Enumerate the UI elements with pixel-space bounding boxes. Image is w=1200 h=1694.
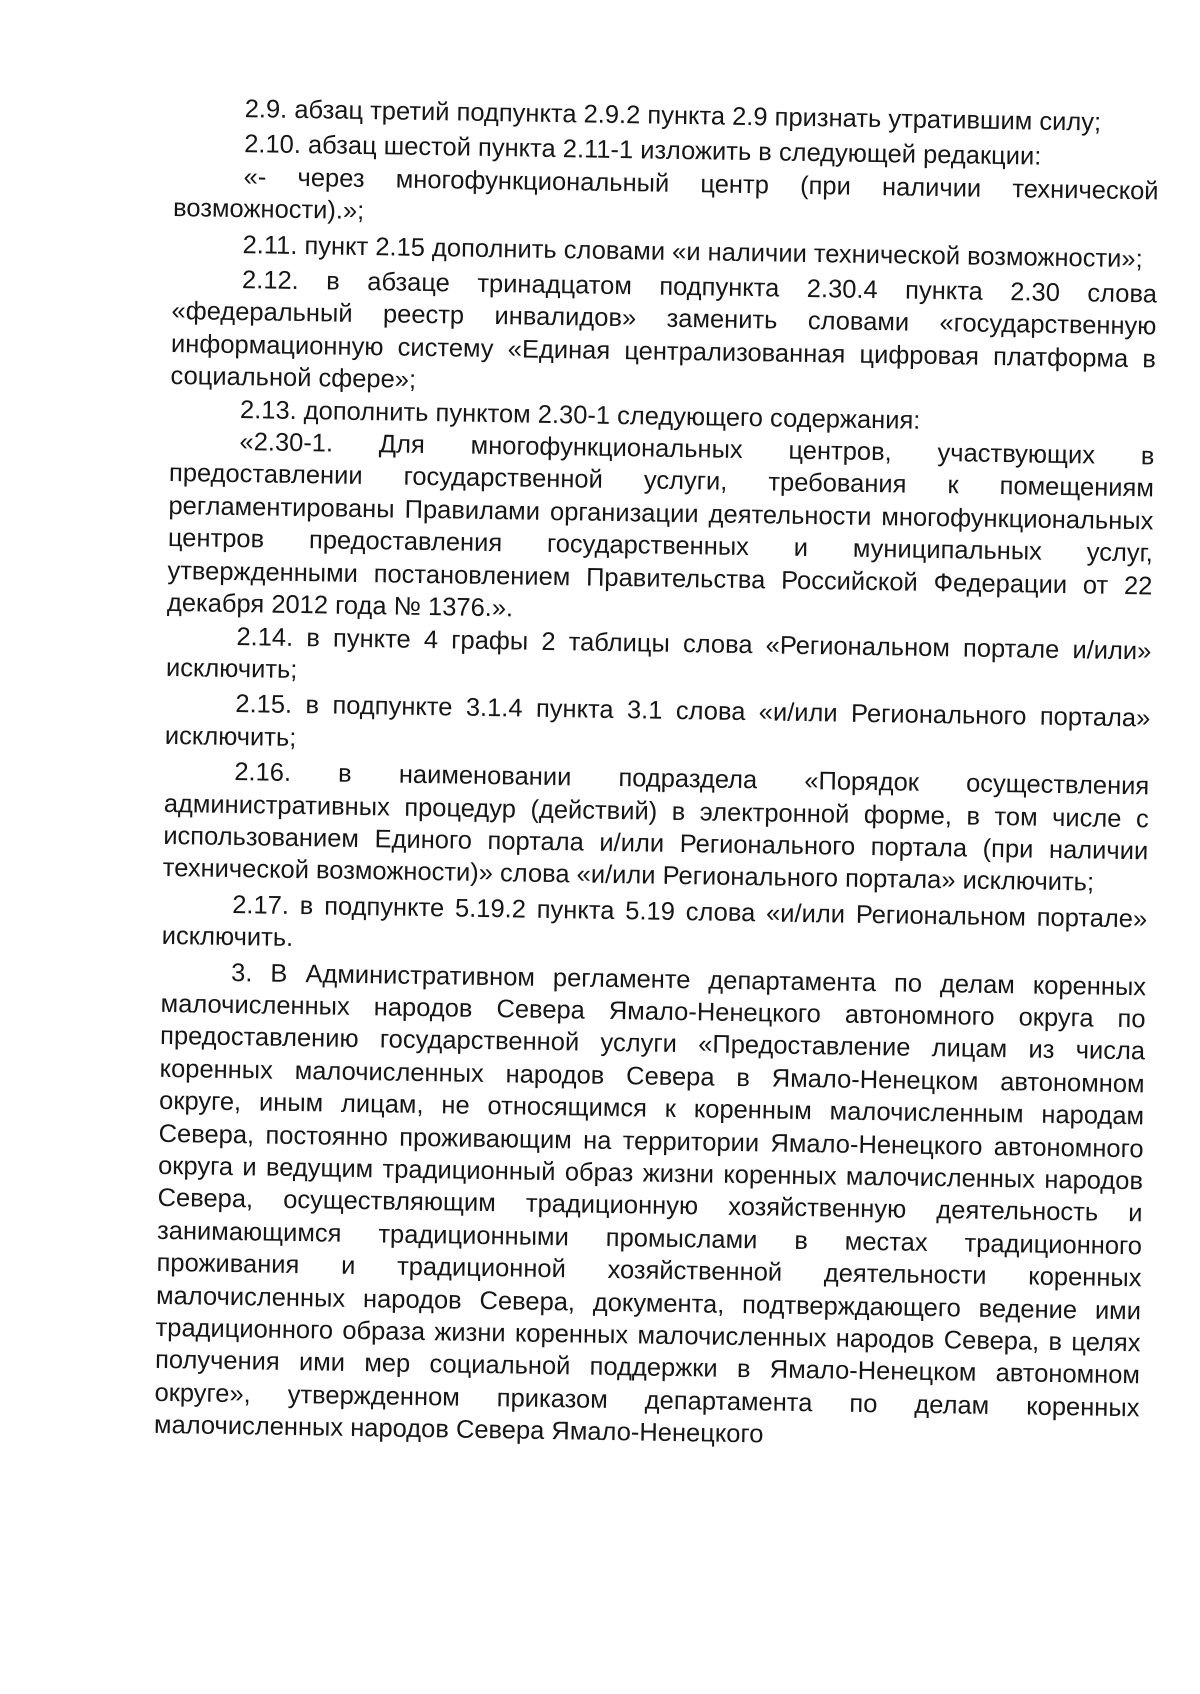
paragraph-2-13: 2.13. дополнить пунктом 2.30-1 следующего содержания: bbox=[239, 395, 921, 435]
paragraph-2-16: 2.16. в наименовании подраздела «Порядок осуществления административных процедур (действий) в электронной форме, в том числе с использованием Единого портала и/или Регионального портала (при наличии технической возможности)» слова «и/или Регионального портала» исключить; bbox=[162, 758, 1150, 897]
paragraph-3: 3. В Административном регламенте департамента по делам коренных малочисленных народов Севера Ямало-Ненецкого автономного округа по предоставлению государственной услуги «Предоставление лицам из числа коренных малочисленных народов Севера в Ямало-Ненецком автономном округе, иным лицам, не относящимся к коренным малочисленным народам Севера, постоянно проживающим на территории Ямало-Ненецкого автономного округа и ведущим традиционный образ жизни коренных малочисленных народов Севера, осуществляющим традиционную хозяйственную деятельность и занимающимся традиционными промыслами в местах традиционного проживания и традиционной хозяйственной деятельности коренных малочисленных народов Севера, документа, подтверждающего ведение ими традиционного образа жизни коренных малочисленных народов Севера, в целях получения ими мер социальной поддержки в Ямало-Ненецком автономном округе», утвержденном приказом департамента по делам коренных малочисленных народов Севера Ямало-Ненецкого bbox=[153, 958, 1147, 1449]
paragraph-2-11: 2.11. пункт 2.15 дополнить словами «и наличии технической возможности»; bbox=[242, 230, 1143, 273]
paragraph-2-14: 2.14. в пункте 4 графы 2 таблицы слова «Региональном портале и/или» исключить; bbox=[165, 622, 1152, 684]
paragraph-2-12: 2.12. в абзаце тринадцатом подпункта 2.30.4 пункта 2.30 слова «федеральный реестр инвалидов» заменить словами «государственную информационную систему «Единая централизованная цифровая платформа в социальной сфере»; bbox=[170, 266, 1158, 395]
paragraph-2-15: 2.15. в подпункте 3.1.4 пункта 3.1 слова «и/или Регионального портала» исключить; bbox=[164, 690, 1151, 752]
paragraph-2-9: 2.9. абзац третий подпункта 2.9.2 пункта 2.9 признать утратившим силу; bbox=[244, 95, 1102, 137]
paragraph-2-10-quote: «- через многофункциональный центр (при наличии технической возможности).»; bbox=[172, 162, 1159, 226]
paragraph-2-17: 2.17. в подпункте 5.19.2 пункта 5.19 слова «и/или Региональном портале» исключить. bbox=[161, 890, 1148, 953]
document-body bbox=[154, 92, 1160, 1457]
paragraph-2-30-1-quote: «2.30-1. Для многофункциональных центров, участвующих в предоставлении государственной услуги, требования к помещениям регламентированы Правилами организации деятельности многофункциональных центров предоставления государственных и муниципальных услуг, утвержденными постановлением Правительства Российской Федерации от 22 декабря 2012 года № 1376.». bbox=[166, 428, 1155, 623]
paragraph-2-10: 2.10. абзац шестой пункта 2.11-1 изложить в следующей редакции: bbox=[243, 130, 1042, 172]
